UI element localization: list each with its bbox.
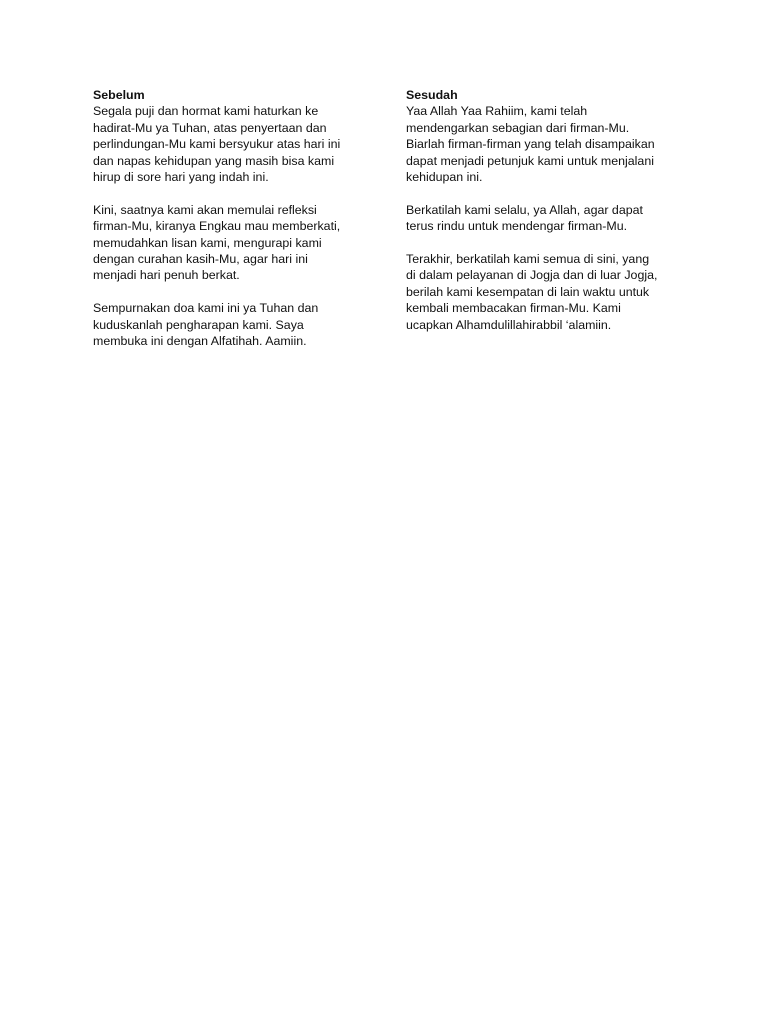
before-prayer-column: [93, 87, 373, 366]
after-heading: Sesudah: [406, 88, 458, 102]
after-paragraph-3: Terakhir, berkatilah kami semua di sini, yang di dalam pelayanan di Jogja dan di luar Jogja, berilah kami kesempatan di lain waktu untuk kembali membacakan firman-Mu. Kami ucapkan Alhamdulillahirabbil ‘alamiin.: [406, 252, 658, 332]
before-heading: Sebelum: [93, 88, 145, 102]
before-paragraph-1: Segala puji dan hormat kami haturkan ke hadirat-Mu ya Tuhan, atas penyertaan dan perlindungan-Mu kami bersyukur atas hari ini dan napas kehidupan yang masih bisa kami hirup di sore hari yang indah ini.: [93, 104, 341, 185]
after-paragraph-2: Berkatilah kami selalu, ya Allah, agar dapat terus rindu untuk mendengar firman-Mu.: [406, 202, 643, 234]
after-prayer-column: [406, 87, 681, 349]
before-paragraph-3: Sempurnakan doa kami ini ya Tuhan dan kuduskanlah pengharapan kami. Saya membuka ini dengan Alfatihah. Aamiin.: [93, 301, 319, 349]
before-paragraph-2: Kini, saatnya kami akan memulai refleksi firman-Mu, kiranya Engkau mau memberkati, memudahkan lisan kami, mengurapi kami dengan curahan kasih-Mu, agar hari ini menjadi hari penuh berkat.: [93, 202, 341, 283]
after-paragraph-1: Yaa Allah Yaa Rahiim, kami telah mendengarkan sebagian dari firman-Mu. Biarlah firman-firman yang telah disampaikan dapat menjadi petunjuk kami untuk menjalani kehidupan ini.: [406, 104, 655, 185]
